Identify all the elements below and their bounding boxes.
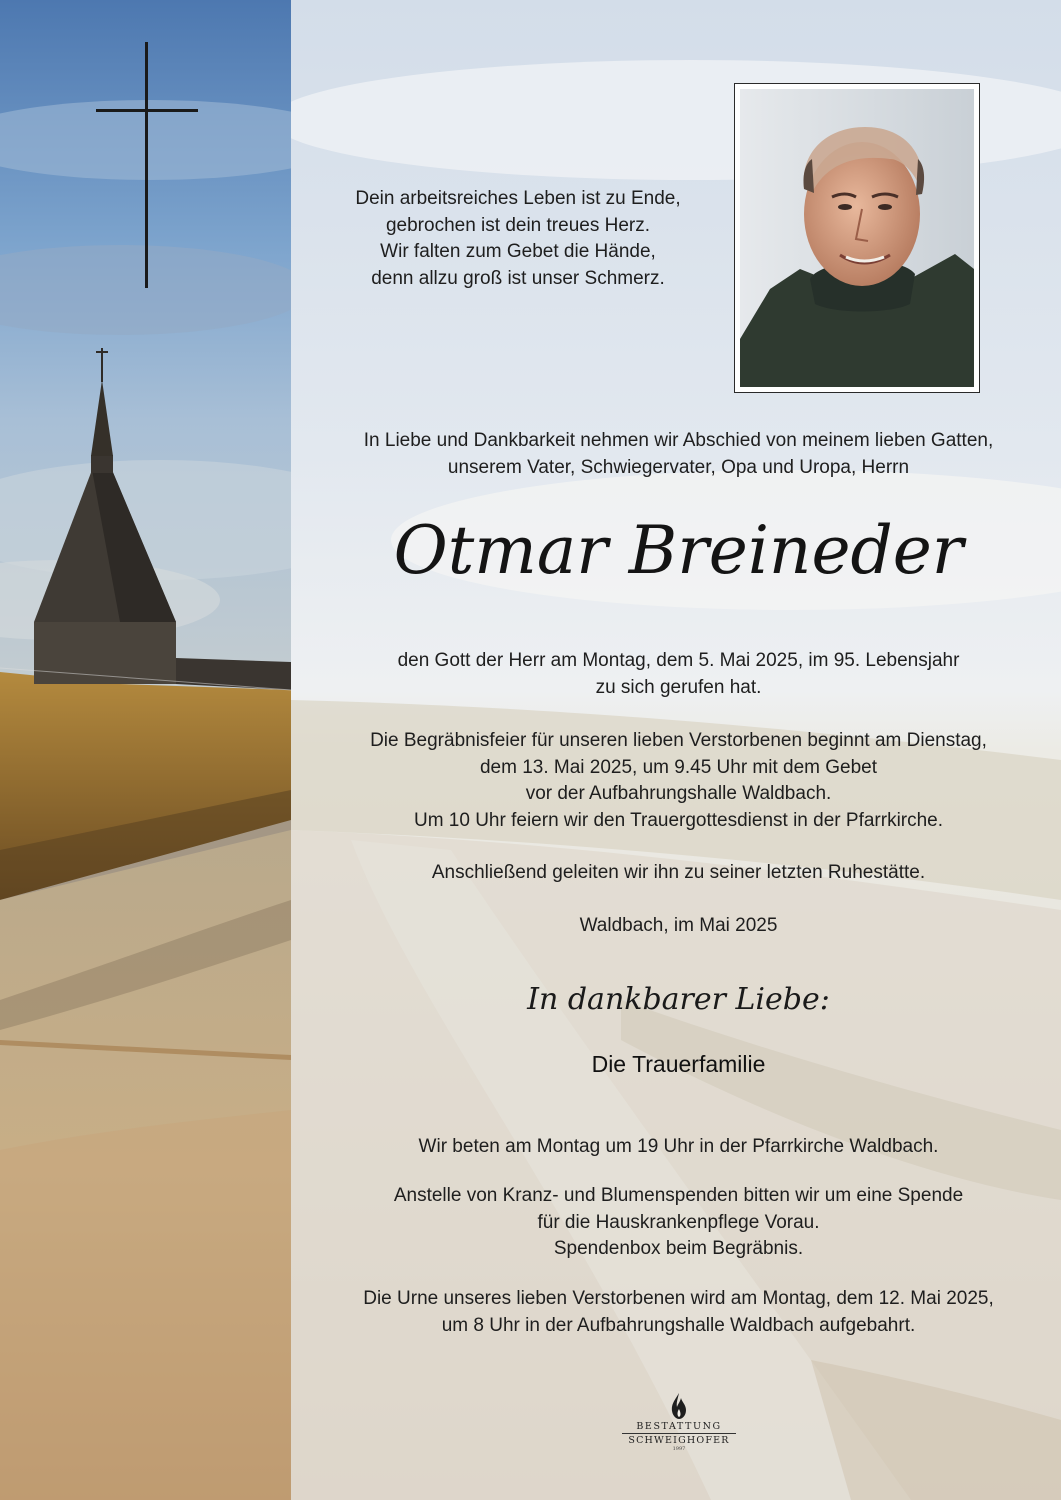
portrait-photo bbox=[734, 83, 980, 393]
death-notice bbox=[311, 648, 1046, 701]
funeral-line: dem 13. Mai 2025, um 9.45 Uhr mit dem Gebet bbox=[479, 756, 878, 778]
donation-line: für die Hauskrankenpflege Vorau. bbox=[537, 1211, 820, 1233]
logo-year: 1997 bbox=[672, 1446, 686, 1452]
poem-line: Dein arbeitsreiches Leben ist zu Ende, bbox=[355, 188, 681, 209]
flame-icon bbox=[669, 1392, 689, 1420]
funeral-line: Die Begräbnisfeier für unseren lieben Verstorbenen beginnt am Dienstag, bbox=[370, 730, 987, 751]
poem-line: gebrochen ist dein treues Herz. bbox=[385, 214, 651, 236]
place-date: Waldbach, im Mai 2025 bbox=[579, 915, 778, 936]
death-line: zu sich gerufen hat. bbox=[595, 676, 762, 698]
prayer-notice: Wir beten am Montag um 19 Uhr in der Pfarrkirche Waldbach. bbox=[418, 1136, 939, 1157]
funeral-line: vor der Aufbahrungshalle Waldbach. bbox=[525, 783, 832, 804]
donation-line: Anstelle von Kranz- und Blumenspenden bitten wir um eine Spende bbox=[393, 1185, 964, 1206]
burial-text: Anschließend geleiten wir ihn zu seiner letzten Ruhestätte. bbox=[431, 862, 926, 883]
poem-line: Wir falten zum Gebet die Hände, bbox=[380, 241, 656, 262]
family-signature: Die Trauerfamilie bbox=[591, 1051, 766, 1077]
donation-line: Spendenbox beim Begräbnis. bbox=[553, 1238, 804, 1259]
closing-phrase: In dankbarer Liebe: bbox=[527, 982, 830, 1017]
intro-line: In Liebe und Dankbarkeit nehmen wir Abschied von meinem lieben Gatten, bbox=[363, 430, 994, 451]
funeral-home-logo bbox=[618, 1392, 740, 1456]
urn-notice bbox=[311, 1286, 1046, 1339]
intro-text bbox=[311, 428, 1046, 481]
poem bbox=[318, 186, 718, 292]
death-line: den Gott der Herr am Montag, dem 5. Mai 2025, im 95. Lebensjahr bbox=[397, 650, 960, 671]
deceased-name: Otmar Breineder bbox=[393, 512, 964, 589]
poem-line: denn allzu groß ist unser Schmerz. bbox=[371, 267, 665, 289]
funeral-details bbox=[311, 728, 1046, 834]
urn-line: um 8 Uhr in der Aufbahrungshalle Waldbach aufgebahrt. bbox=[441, 1314, 916, 1336]
cross-icon bbox=[96, 42, 198, 288]
intro-line: unserem Vater, Schwiegervater, Opa und Uropa, Herrn bbox=[447, 456, 910, 478]
urn-line: Die Urne unseres lieben Verstorbenen wird am Montag, dem 12. Mai 2025, bbox=[363, 1288, 994, 1309]
funeral-line: Um 10 Uhr feiern wir den Trauergottesdienst in der Pfarrkirche. bbox=[413, 809, 944, 831]
logo-line-2: SCHWEIGHOFER bbox=[628, 1435, 730, 1446]
logo-line-1: BESTATTUNG bbox=[636, 1421, 722, 1432]
donation-notice bbox=[311, 1183, 1046, 1263]
